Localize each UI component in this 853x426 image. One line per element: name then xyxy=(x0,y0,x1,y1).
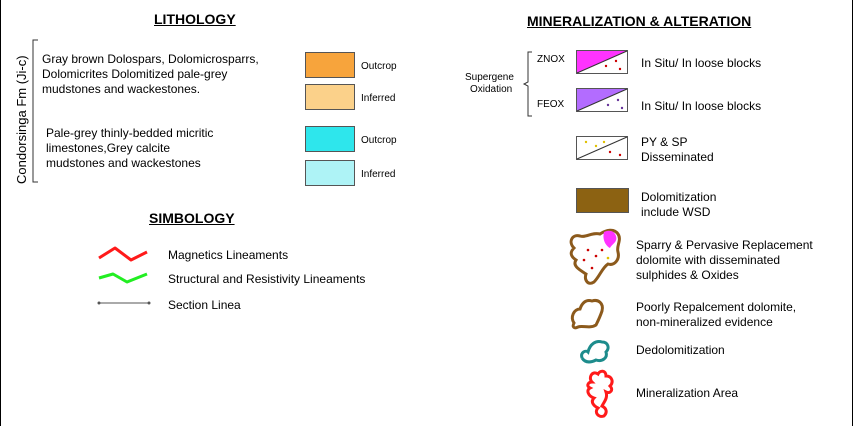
znox-label: In Situ/ In loose blocks xyxy=(641,56,762,70)
poorly-label-line1: Poorly Repalcement dolomite, xyxy=(636,300,797,314)
znox-code: ZNOX xyxy=(537,54,565,65)
swatch-label-3: Outcrop xyxy=(361,135,397,146)
sparry-label-line1: Sparry & Pervasive Replacement xyxy=(636,238,813,252)
dolomitization-label-line1: Dolomitization xyxy=(641,190,717,204)
dolomitization-swatch xyxy=(576,188,629,213)
dedolomitization-symbol xyxy=(578,334,612,366)
poorly-label-line2: non-mineralized evidence xyxy=(636,315,773,329)
feox-label: In Situ/ In loose blocks xyxy=(641,99,762,113)
lithology-unit1-line3: mudstones and wackestones. xyxy=(42,82,201,96)
lithology-unit2-line2: limestones,Grey calcite xyxy=(46,141,171,155)
symbology-label-structural: Structural and Resistivity Lineaments xyxy=(168,272,366,286)
lithology-unit2-line1: Pale-grey thinly-bedded micritic xyxy=(46,126,214,140)
supergene-bracket xyxy=(524,50,536,118)
sparry-replacement-symbol xyxy=(564,226,628,288)
feox-swatch xyxy=(576,88,628,112)
poorly-replacement-symbol xyxy=(568,295,608,331)
magnetics-lineament-symbol xyxy=(95,244,155,264)
swatch-dolospar-inferred xyxy=(305,84,355,110)
formation-bracket xyxy=(30,38,42,184)
lithology-unit1-line2: Dolomicrites Dolomitized pale-grey xyxy=(42,67,228,81)
lithology-title: LITHOLOGY xyxy=(154,11,236,27)
swatch-label-2: Inferred xyxy=(361,93,396,104)
supergene-label-line1: Supergene xyxy=(465,72,514,83)
sparry-label-line3: sulphides & Oxides xyxy=(636,268,739,282)
mineralization-area-symbol xyxy=(584,368,620,420)
structural-lineament-symbol xyxy=(95,268,155,288)
swatch-limestone-inferred xyxy=(305,160,355,186)
znox-swatch xyxy=(576,50,628,74)
swatch-limestone-outcrop xyxy=(305,126,355,152)
py-sp-label-line2: Disseminated xyxy=(641,150,714,164)
symbology-label-magnetics: Magnetics Lineaments xyxy=(168,248,289,262)
sparry-label-line2: dolomite with disseminated xyxy=(636,253,781,267)
lithology-unit1-line1: Gray brown Dolospars, Dolomicrosparrs, xyxy=(42,52,259,66)
lithology-unit2-line3: mudstones and wackestones xyxy=(46,156,201,170)
supergene-label-line2: Oxidation xyxy=(470,84,513,95)
section-line-symbol xyxy=(97,298,153,308)
feox-code: FEOX xyxy=(537,99,565,110)
py-sp-swatch xyxy=(576,136,628,160)
symbology-title: SIMBOLOGY xyxy=(149,210,235,226)
py-sp-label-line1: PY & SP xyxy=(641,135,688,149)
swatch-dolospar-outcrop xyxy=(305,52,355,78)
swatch-label-4: Inferred xyxy=(361,169,396,180)
mineralization-title: MINERALIZATION & ALTERATION xyxy=(527,13,752,29)
symbology-label-section: Section Linea xyxy=(168,298,241,312)
dolomitization-label-line2: include WSD xyxy=(641,205,711,219)
mineralization-area-label: Mineralization Area xyxy=(636,386,739,400)
dedolomitization-label: Dedolomitization xyxy=(636,343,725,357)
formation-label: Condorsinga Fm (Ji-c) xyxy=(14,55,29,184)
swatch-label-1: Outcrop xyxy=(361,61,397,72)
frame-left-border xyxy=(0,0,1,426)
